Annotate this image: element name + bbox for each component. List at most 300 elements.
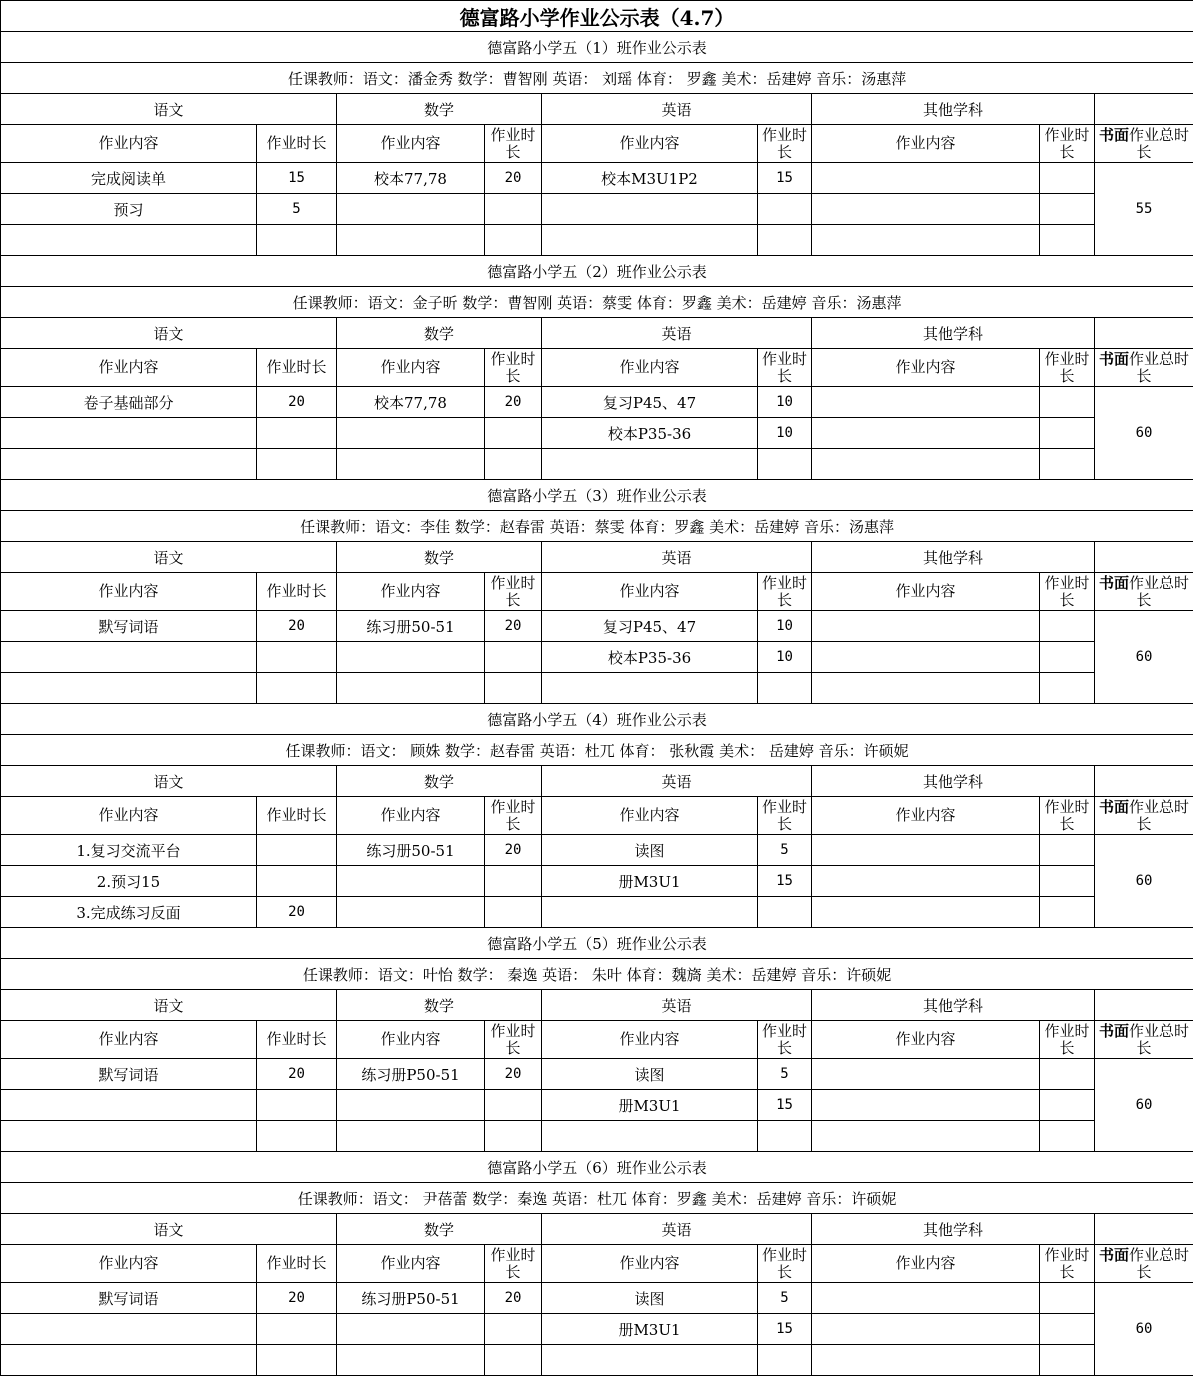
content-header: 作业内容 bbox=[337, 573, 485, 611]
homework-duration-cell: 15 bbox=[758, 1090, 812, 1121]
teacher-list: 任课教师：语文：金子昕 数学：曹智刚 英语：蔡雯 体育：罗鑫 美术：岳建婷 音乐：汤惠萍 bbox=[1, 287, 1193, 318]
homework-content-cell: 练习册P50-51 bbox=[337, 1283, 485, 1314]
table-row bbox=[1, 387, 1193, 418]
homework-content-cell: 读图 bbox=[542, 1283, 758, 1314]
homework-content-cell bbox=[337, 866, 485, 897]
homework-duration-cell bbox=[485, 1345, 542, 1376]
subject-row bbox=[1, 990, 1193, 1021]
duration-header: 作业时长 bbox=[758, 573, 812, 611]
total-duration-value: 60 bbox=[1095, 1283, 1193, 1376]
title-row bbox=[1, 1, 1193, 32]
content-header: 作业内容 bbox=[812, 125, 1040, 163]
homework-duration-cell: 10 bbox=[758, 611, 812, 642]
homework-content-cell bbox=[812, 1090, 1040, 1121]
total-duration-value: 60 bbox=[1095, 387, 1193, 480]
homework-duration-cell: 10 bbox=[758, 418, 812, 449]
table-row bbox=[1, 163, 1193, 194]
homework-duration-cell bbox=[257, 1345, 337, 1376]
homework-content-cell: 默写词语 bbox=[1, 1059, 257, 1090]
homework-content-cell: 册M3U1 bbox=[542, 1314, 758, 1345]
content-header: 作业内容 bbox=[337, 349, 485, 387]
homework-duration-cell bbox=[1040, 611, 1095, 642]
subject-english-header: 英语 bbox=[542, 542, 812, 573]
homework-duration-cell: 20 bbox=[485, 1283, 542, 1314]
subject-english-header: 英语 bbox=[542, 94, 812, 125]
subject-english-header: 英语 bbox=[542, 1214, 812, 1245]
homework-content-cell: 复习P45、47 bbox=[542, 611, 758, 642]
homework-duration-cell bbox=[1040, 642, 1095, 673]
homework-duration-cell bbox=[758, 449, 812, 480]
homework-content-cell bbox=[812, 866, 1040, 897]
homework-duration-cell: 5 bbox=[758, 1283, 812, 1314]
homework-content-cell: 读图 bbox=[542, 1059, 758, 1090]
content-header: 作业内容 bbox=[542, 797, 758, 835]
homework-content-cell bbox=[1, 449, 257, 480]
subject-chinese-header: 语文 bbox=[1, 542, 337, 573]
subject-math-header: 数学 bbox=[337, 766, 542, 797]
blank-header-cell bbox=[1095, 766, 1193, 797]
table-row bbox=[1, 1283, 1193, 1314]
total-duration-header bbox=[1095, 573, 1193, 611]
homework-content-cell: 2.预习15 bbox=[1, 866, 257, 897]
homework-content-cell bbox=[337, 1121, 485, 1152]
homework-duration-cell: 20 bbox=[485, 387, 542, 418]
class-title-row bbox=[1, 1152, 1193, 1183]
homework-duration-cell: 5 bbox=[257, 194, 337, 225]
total-duration-header bbox=[1095, 125, 1193, 163]
total-header-rest: 作业总时长 bbox=[1129, 125, 1190, 161]
class-title-row bbox=[1, 480, 1193, 511]
content-header: 作业内容 bbox=[542, 349, 758, 387]
homework-content-cell bbox=[337, 1314, 485, 1345]
subject-chinese-header: 语文 bbox=[1, 318, 337, 349]
teacher-list: 任课教师：语文： 尹蓓蕾 数学：秦逸 英语：杜兀 体育：罗鑫 美术：岳建婷 音乐：许硕妮 bbox=[1, 1183, 1193, 1214]
subject-english-header: 英语 bbox=[542, 766, 812, 797]
total-header-rest: 作业总时长 bbox=[1129, 573, 1190, 609]
subject-math-header: 数学 bbox=[337, 990, 542, 1021]
homework-duration-cell: 20 bbox=[257, 611, 337, 642]
subject-row bbox=[1, 766, 1193, 797]
homework-content-cell bbox=[812, 611, 1040, 642]
table-row bbox=[1, 866, 1193, 897]
duration-header: 作业时长 bbox=[485, 349, 542, 387]
table-row bbox=[1, 1121, 1193, 1152]
subject-row bbox=[1, 94, 1193, 125]
blank-header-cell bbox=[1095, 1214, 1193, 1245]
subject-other-header: 其他学科 bbox=[812, 94, 1095, 125]
homework-duration-cell bbox=[485, 642, 542, 673]
class-title: 德富路小学五（4）班作业公示表 bbox=[1, 704, 1193, 735]
blank-header-cell bbox=[1095, 542, 1193, 573]
total-header-bold: 书面 bbox=[1099, 125, 1130, 144]
homework-duration-cell: 5 bbox=[758, 835, 812, 866]
duration-header: 作业时长 bbox=[1040, 1245, 1095, 1283]
homework-content-cell: 册M3U1 bbox=[542, 866, 758, 897]
homework-duration-cell bbox=[485, 673, 542, 704]
duration-header: 作业时长 bbox=[758, 1245, 812, 1283]
table-row bbox=[1, 449, 1193, 480]
homework-duration-cell bbox=[1040, 163, 1095, 194]
homework-duration-cell: 15 bbox=[758, 1314, 812, 1345]
duration-header: 作业时长 bbox=[485, 797, 542, 835]
homework-duration-cell bbox=[485, 1121, 542, 1152]
column-header-row bbox=[1, 349, 1193, 387]
subject-math-header: 数学 bbox=[337, 318, 542, 349]
homework-duration-cell bbox=[758, 1121, 812, 1152]
duration-header: 作业时长 bbox=[1040, 125, 1095, 163]
homework-duration-cell bbox=[1040, 835, 1095, 866]
teacher-row bbox=[1, 1183, 1193, 1214]
homework-duration-cell bbox=[485, 194, 542, 225]
homework-content-cell bbox=[1, 225, 257, 256]
homework-content-cell: 默写词语 bbox=[1, 1283, 257, 1314]
homework-content-cell bbox=[337, 225, 485, 256]
homework-content-cell bbox=[812, 194, 1040, 225]
total-duration-value: 55 bbox=[1095, 163, 1193, 256]
class-title: 德富路小学五（2）班作业公示表 bbox=[1, 256, 1193, 287]
subject-chinese-header: 语文 bbox=[1, 990, 337, 1021]
subject-other-header: 其他学科 bbox=[812, 990, 1095, 1021]
subject-chinese-header: 语文 bbox=[1, 94, 337, 125]
homework-content-cell: 校本77,78 bbox=[337, 387, 485, 418]
total-header-rest: 作业总时长 bbox=[1129, 797, 1190, 833]
subject-chinese-header: 语文 bbox=[1, 1214, 337, 1245]
homework-duration-cell bbox=[257, 866, 337, 897]
homework-content-cell bbox=[542, 225, 758, 256]
duration-header: 作业时长 bbox=[1040, 797, 1095, 835]
homework-content-cell: 练习册50-51 bbox=[337, 611, 485, 642]
table-body bbox=[1, 1, 1193, 1376]
duration-header: 作业时长 bbox=[257, 125, 337, 163]
total-duration-value: 60 bbox=[1095, 835, 1193, 928]
homework-content-cell bbox=[812, 897, 1040, 928]
homework-content-cell: 1.复习交流平台 bbox=[1, 835, 257, 866]
teacher-list: 任课教师：语文：叶怡 数学： 秦逸 英语： 朱叶 体育：魏旖 美术：岳建婷 音乐：许硕妮 bbox=[1, 959, 1193, 990]
class-title: 德富路小学五（5）班作业公示表 bbox=[1, 928, 1193, 959]
homework-content-cell bbox=[812, 1121, 1040, 1152]
homework-content-cell bbox=[337, 418, 485, 449]
homework-content-cell bbox=[1, 673, 257, 704]
duration-header: 作业时长 bbox=[257, 797, 337, 835]
homework-content-cell bbox=[812, 1283, 1040, 1314]
content-header: 作业内容 bbox=[337, 797, 485, 835]
table-row bbox=[1, 1090, 1193, 1121]
duration-header: 作业时长 bbox=[1040, 1021, 1095, 1059]
homework-duration-cell bbox=[758, 225, 812, 256]
homework-duration-cell bbox=[758, 1345, 812, 1376]
homework-content-cell bbox=[542, 1121, 758, 1152]
homework-duration-cell bbox=[485, 418, 542, 449]
homework-duration-cell bbox=[485, 1314, 542, 1345]
homework-content-cell bbox=[812, 387, 1040, 418]
homework-content-cell: 3.完成练习反面 bbox=[1, 897, 257, 928]
homework-content-cell bbox=[542, 449, 758, 480]
homework-content-cell bbox=[542, 897, 758, 928]
teacher-list: 任课教师：语文： 顾姝 数学：赵春雷 英语：杜兀 体育： 张秋霞 美术： 岳建婷 音乐：许硕妮 bbox=[1, 735, 1193, 766]
homework-duration-cell bbox=[485, 897, 542, 928]
homework-duration-cell bbox=[257, 225, 337, 256]
homework-content-cell: 校本P35-36 bbox=[542, 418, 758, 449]
homework-content-cell bbox=[1, 1314, 257, 1345]
homework-duration-cell: 15 bbox=[257, 163, 337, 194]
homework-duration-cell: 20 bbox=[485, 1059, 542, 1090]
homework-content-cell: 复习P45、47 bbox=[542, 387, 758, 418]
total-duration-header bbox=[1095, 349, 1193, 387]
duration-header: 作业时长 bbox=[485, 125, 542, 163]
total-duration-header bbox=[1095, 797, 1193, 835]
homework-duration-cell bbox=[257, 1090, 337, 1121]
homework-content-cell: 校本M3U1P2 bbox=[542, 163, 758, 194]
homework-duration-cell bbox=[1040, 387, 1095, 418]
homework-content-cell bbox=[812, 449, 1040, 480]
duration-header: 作业时长 bbox=[257, 349, 337, 387]
total-header-bold: 书面 bbox=[1099, 797, 1130, 816]
homework-content-cell: 练习册P50-51 bbox=[337, 1059, 485, 1090]
subject-other-header: 其他学科 bbox=[812, 1214, 1095, 1245]
homework-duration-cell bbox=[1040, 897, 1095, 928]
table-row bbox=[1, 611, 1193, 642]
teacher-list: 任课教师：语文：李佳 数学：赵春雷 英语：蔡雯 体育：罗鑫 美术：岳建婷 音乐：汤惠萍 bbox=[1, 511, 1193, 542]
column-header-row bbox=[1, 125, 1193, 163]
table-row bbox=[1, 642, 1193, 673]
duration-header: 作业时长 bbox=[485, 1021, 542, 1059]
duration-header: 作业时长 bbox=[485, 1245, 542, 1283]
homework-content-cell bbox=[812, 673, 1040, 704]
homework-duration-cell bbox=[1040, 418, 1095, 449]
total-duration-header bbox=[1095, 1245, 1193, 1283]
teacher-list: 任课教师：语文：潘金秀 数学：曹智刚 英语： 刘瑶 体育： 罗鑫 美术：岳建婷 音乐：汤惠萍 bbox=[1, 63, 1193, 94]
blank-header-cell bbox=[1095, 94, 1193, 125]
homework-duration-cell bbox=[485, 1090, 542, 1121]
table-row bbox=[1, 418, 1193, 449]
homework-content-cell bbox=[542, 194, 758, 225]
homework-content-cell bbox=[337, 194, 485, 225]
content-header: 作业内容 bbox=[1, 125, 257, 163]
teacher-row bbox=[1, 63, 1193, 94]
subject-row bbox=[1, 318, 1193, 349]
total-header-bold: 书面 bbox=[1099, 349, 1130, 368]
homework-duration-cell: 20 bbox=[257, 1283, 337, 1314]
homework-duration-cell bbox=[257, 1121, 337, 1152]
homework-duration-cell bbox=[257, 418, 337, 449]
homework-content-cell bbox=[812, 1345, 1040, 1376]
homework-duration-cell bbox=[257, 642, 337, 673]
homework-content-cell bbox=[812, 1314, 1040, 1345]
homework-content-cell bbox=[337, 1345, 485, 1376]
homework-duration-cell: 20 bbox=[485, 163, 542, 194]
content-header: 作业内容 bbox=[337, 1245, 485, 1283]
homework-duration-cell: 10 bbox=[758, 642, 812, 673]
homework-duration-cell bbox=[758, 194, 812, 225]
duration-header: 作业时长 bbox=[257, 573, 337, 611]
homework-content-cell bbox=[337, 449, 485, 480]
homework-duration-cell: 20 bbox=[257, 1059, 337, 1090]
column-header-row bbox=[1, 1021, 1193, 1059]
content-header: 作业内容 bbox=[542, 573, 758, 611]
class-title-row bbox=[1, 928, 1193, 959]
homework-duration-cell: 15 bbox=[758, 163, 812, 194]
homework-duration-cell: 15 bbox=[758, 866, 812, 897]
content-header: 作业内容 bbox=[1, 573, 257, 611]
subject-chinese-header: 语文 bbox=[1, 766, 337, 797]
blank-header-cell bbox=[1095, 318, 1193, 349]
content-header: 作业内容 bbox=[1, 797, 257, 835]
teacher-row bbox=[1, 287, 1193, 318]
content-header: 作业内容 bbox=[337, 1021, 485, 1059]
homework-duration-cell bbox=[1040, 1283, 1095, 1314]
table-row bbox=[1, 673, 1193, 704]
homework-duration-cell: 20 bbox=[257, 897, 337, 928]
homework-duration-cell bbox=[257, 1314, 337, 1345]
homework-content-cell bbox=[337, 897, 485, 928]
homework-duration-cell bbox=[1040, 1059, 1095, 1090]
homework-content-cell bbox=[812, 835, 1040, 866]
homework-duration-cell bbox=[485, 866, 542, 897]
content-header: 作业内容 bbox=[337, 125, 485, 163]
homework-content-cell bbox=[812, 418, 1040, 449]
homework-content-cell bbox=[542, 1345, 758, 1376]
homework-content-cell bbox=[812, 1059, 1040, 1090]
homework-duration-cell bbox=[1040, 1345, 1095, 1376]
homework-content-cell: 校本77,78 bbox=[337, 163, 485, 194]
homework-content-cell bbox=[1, 1121, 257, 1152]
homework-duration-cell bbox=[1040, 449, 1095, 480]
teacher-row bbox=[1, 959, 1193, 990]
homework-content-cell: 校本P35-36 bbox=[542, 642, 758, 673]
duration-header: 作业时长 bbox=[758, 125, 812, 163]
subject-other-header: 其他学科 bbox=[812, 766, 1095, 797]
total-header-rest: 作业总时长 bbox=[1129, 349, 1190, 385]
subject-row bbox=[1, 1214, 1193, 1245]
column-header-row bbox=[1, 797, 1193, 835]
duration-header: 作业时长 bbox=[485, 573, 542, 611]
homework-duration-cell bbox=[758, 673, 812, 704]
homework-content-cell bbox=[337, 673, 485, 704]
homework-content-cell bbox=[1, 1090, 257, 1121]
homework-duration-cell bbox=[1040, 866, 1095, 897]
homework-content-cell bbox=[337, 642, 485, 673]
homework-duration-cell bbox=[1040, 194, 1095, 225]
homework-content-cell: 卷子基础部分 bbox=[1, 387, 257, 418]
class-title: 德富路小学五（3）班作业公示表 bbox=[1, 480, 1193, 511]
page-title: 德富路小学作业公示表（4.7） bbox=[1, 1, 1193, 32]
column-header-row bbox=[1, 573, 1193, 611]
homework-content-cell bbox=[1, 418, 257, 449]
homework-content-cell bbox=[337, 1090, 485, 1121]
homework-content-cell bbox=[812, 642, 1040, 673]
table-row bbox=[1, 1314, 1193, 1345]
content-header: 作业内容 bbox=[812, 349, 1040, 387]
class-title: 德富路小学五（6）班作业公示表 bbox=[1, 1152, 1193, 1183]
homework-content-cell: 预习 bbox=[1, 194, 257, 225]
subject-math-header: 数学 bbox=[337, 1214, 542, 1245]
homework-content-cell: 完成阅读单 bbox=[1, 163, 257, 194]
subject-math-header: 数学 bbox=[337, 94, 542, 125]
total-duration-header bbox=[1095, 1021, 1193, 1059]
homework-duration-cell bbox=[1040, 1314, 1095, 1345]
duration-header: 作业时长 bbox=[758, 349, 812, 387]
homework-content-cell bbox=[542, 673, 758, 704]
subject-row bbox=[1, 542, 1193, 573]
content-header: 作业内容 bbox=[812, 797, 1040, 835]
homework-duration-cell bbox=[1040, 1090, 1095, 1121]
total-header-bold: 书面 bbox=[1099, 1021, 1130, 1040]
homework-content-cell bbox=[1, 642, 257, 673]
homework-duration-cell: 20 bbox=[485, 835, 542, 866]
content-header: 作业内容 bbox=[542, 1245, 758, 1283]
teacher-row bbox=[1, 735, 1193, 766]
duration-header: 作业时长 bbox=[1040, 349, 1095, 387]
duration-header: 作业时长 bbox=[257, 1021, 337, 1059]
homework-duration-cell bbox=[485, 225, 542, 256]
table-row bbox=[1, 225, 1193, 256]
total-header-rest: 作业总时长 bbox=[1129, 1245, 1190, 1281]
content-header: 作业内容 bbox=[812, 1021, 1040, 1059]
homework-duration-cell: 5 bbox=[758, 1059, 812, 1090]
total-duration-value: 60 bbox=[1095, 1059, 1193, 1152]
content-header: 作业内容 bbox=[542, 1021, 758, 1059]
content-header: 作业内容 bbox=[1, 1021, 257, 1059]
class-title-row bbox=[1, 32, 1193, 63]
table-row bbox=[1, 1345, 1193, 1376]
duration-header: 作业时长 bbox=[257, 1245, 337, 1283]
content-header: 作业内容 bbox=[812, 573, 1040, 611]
content-header: 作业内容 bbox=[812, 1245, 1040, 1283]
teacher-row bbox=[1, 511, 1193, 542]
content-header: 作业内容 bbox=[542, 125, 758, 163]
duration-header: 作业时长 bbox=[758, 797, 812, 835]
homework-duration-cell: 20 bbox=[485, 611, 542, 642]
homework-content-cell bbox=[812, 225, 1040, 256]
homework-duration-cell bbox=[257, 449, 337, 480]
homework-content-cell bbox=[812, 163, 1040, 194]
homework-duration-cell bbox=[758, 897, 812, 928]
homework-duration-cell: 10 bbox=[758, 387, 812, 418]
table-row bbox=[1, 194, 1193, 225]
subject-math-header: 数学 bbox=[337, 542, 542, 573]
table-row bbox=[1, 835, 1193, 866]
table-row bbox=[1, 897, 1193, 928]
class-title-row bbox=[1, 256, 1193, 287]
subject-other-header: 其他学科 bbox=[812, 542, 1095, 573]
homework-content-cell: 册M3U1 bbox=[542, 1090, 758, 1121]
duration-header: 作业时长 bbox=[758, 1021, 812, 1059]
table-row bbox=[1, 1059, 1193, 1090]
content-header: 作业内容 bbox=[1, 349, 257, 387]
homework-duration-cell bbox=[1040, 673, 1095, 704]
homework-duration-cell: 20 bbox=[257, 387, 337, 418]
class-title: 德富路小学五（1）班作业公示表 bbox=[1, 32, 1193, 63]
total-header-rest: 作业总时长 bbox=[1129, 1021, 1190, 1057]
total-duration-value: 60 bbox=[1095, 611, 1193, 704]
homework-content-cell: 默写词语 bbox=[1, 611, 257, 642]
column-header-row bbox=[1, 1245, 1193, 1283]
homework-content-cell: 读图 bbox=[542, 835, 758, 866]
homework-duration-cell bbox=[1040, 225, 1095, 256]
subject-english-header: 英语 bbox=[542, 990, 812, 1021]
homework-duration-cell bbox=[257, 673, 337, 704]
total-header-bold: 书面 bbox=[1099, 573, 1130, 592]
total-header-bold: 书面 bbox=[1099, 1245, 1130, 1264]
homework-duration-cell bbox=[485, 449, 542, 480]
class-title-row bbox=[1, 704, 1193, 735]
content-header: 作业内容 bbox=[1, 1245, 257, 1283]
subject-other-header: 其他学科 bbox=[812, 318, 1095, 349]
duration-header: 作业时长 bbox=[1040, 573, 1095, 611]
homework-content-cell bbox=[1, 1345, 257, 1376]
homework-duration-cell bbox=[257, 835, 337, 866]
homework-content-cell: 练习册50-51 bbox=[337, 835, 485, 866]
